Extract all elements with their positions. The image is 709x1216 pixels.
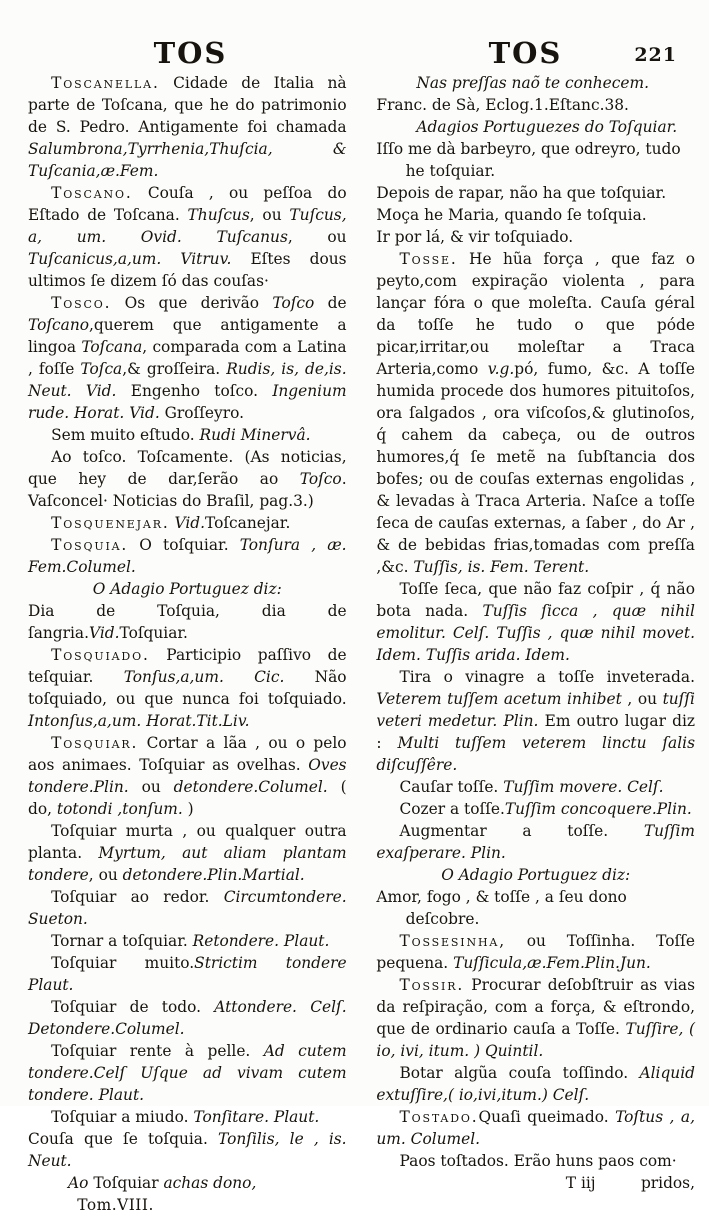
paragraph (28, 72, 347, 182)
headword: Tosquiar. (51, 734, 139, 752)
body-text: Amor, fogo , & toſſe , a ſeu dono deſcobre. (376, 888, 627, 928)
body-text: Toſquiar de todo. (51, 998, 215, 1016)
body-text: , ou (88, 866, 123, 884)
column-left (28, 72, 347, 1216)
body-text: Eſtes dous ultimos ſe dizem ſó das couſas· (28, 250, 347, 290)
latin-italic-text: Ingenium rude. Horat. Vid. (28, 382, 347, 422)
body-text: pó, fumo, &c. A toſſe humida procede dos humores pituitoſos, ora ſalgados , ora viſcoſos,& glutinoſos, q́ cahem da cabeça, ou de outros humores,q́ ſe metẽ na ſubſtancia dos bofes; ou de couſas externas engolidas , & levadas à Traca Arteria. Naſce a toſſe ſeca de cauſas externas, a ſaber , do Ar , & de bebidas frias,tomadas com preſſa ,&c. (376, 360, 695, 576)
body-text: Tira o vinagre a toſſe inveterada. (399, 668, 695, 686)
body-text: de (314, 294, 347, 312)
body-text: He hũa força , que faz o peyto,com expiração violenta , para lançar fóra o que moleſta. Cauſa géral da toſſe he tudo o que póde picar,irritar,ou moleſtar a Traca Arteria,como (376, 250, 695, 378)
body-text: Toſquiar a miudo. (51, 1108, 194, 1126)
paragraph (376, 182, 695, 204)
latin-italic-text: Retondere. Plaut. (192, 932, 330, 950)
column-gap (357, 72, 367, 1216)
body-text: Toſquiar muito. (51, 954, 195, 972)
latin-italic-text: Tuſſis, is. Fem. Terent. (413, 558, 590, 576)
paragraph (376, 776, 695, 798)
latin-italic-text: Toſtus , a, um. Columel. (376, 1108, 695, 1148)
paragraph (376, 820, 695, 864)
headword: Tosco. (51, 294, 112, 312)
body-text: Iſſo me dà barbeyro, que odreyro, tudo he toſquiar. (376, 140, 681, 180)
latin-italic-text: Tuſſis ſicca , quæ nihil emolitur. Celſ. Tuſſis , quæ nihil movet. Idem. Tuſſis arida. Idem. (376, 602, 695, 664)
body-text: , ou (287, 228, 347, 246)
paragraph (376, 204, 695, 226)
paragraph (376, 798, 695, 820)
paragraph (28, 930, 347, 952)
body-text: ou (128, 778, 174, 796)
latin-italic-text: Circumtondere. Sueton. (28, 888, 347, 928)
latin-italic-text: Veterem tuſſem acetum inhibet (376, 690, 622, 708)
body-text: Dia de Toſquia, dia de ſangria. (28, 602, 347, 642)
paragraph (376, 116, 695, 138)
latin-italic-text: Toſco (299, 470, 342, 488)
latin-italic-text: Strictim tondere Plaut. (28, 954, 347, 994)
running-title-left: TOS (153, 36, 228, 70)
body-text: , ou (249, 206, 290, 224)
latin-italic-text: Rudi Minervâ. (199, 426, 311, 444)
latin-italic-text: Toſco (272, 294, 315, 312)
latin-italic-text: Tonſilis, le , is. Neut. (28, 1130, 347, 1170)
body-text: Botar algũa couſa toſſindo. (399, 1064, 640, 1082)
paragraph (376, 248, 695, 578)
latin-italic-text: Attondere. Celſ. Detondere.Columel. (28, 998, 347, 1038)
paragraph (376, 1150, 695, 1172)
paragraph (376, 864, 695, 886)
running-title-right: TOS (488, 36, 563, 70)
body-text: Toſquiar ao redor. (51, 888, 224, 906)
body-text: Couſa , ou peſſoa do Eſtado de Toſcana. (28, 184, 347, 224)
body-text: Toſquiar rente à pelle. (51, 1042, 264, 1060)
running-title-left-cell (28, 0, 353, 70)
body-text: Toſquiar. (119, 624, 188, 642)
headword: Tosquenejar. (51, 514, 170, 532)
paragraph (376, 94, 695, 116)
latin-italic-text: Tuſcus, a, um. Ovid. Tuſcanus (28, 206, 347, 246)
body-text: Tom.VIII. (77, 1196, 154, 1214)
body-text: Cidade de Italia nà parte de Toſcana, que he do patrimonio de S. Pedro. Antigamente foi chamada (28, 74, 347, 136)
paragraph (376, 138, 695, 182)
paragraph (28, 292, 347, 424)
body-text: O toſquiar. (128, 536, 240, 554)
paragraph (28, 1106, 347, 1128)
body-text: Toſſe ſeca, que não faz coſpir , q́ não bota nada. (376, 580, 695, 620)
latin-italic-text: detondere.Plin.Martial. (122, 866, 305, 884)
paragraph (28, 578, 347, 600)
paragraph (376, 886, 695, 930)
body-text: Os que derivão (111, 294, 273, 312)
headword: Tosquiado. (51, 646, 150, 664)
headword: Toscanella. (51, 74, 160, 92)
column-gap (353, 0, 363, 70)
latin-italic-text: achas dono, (163, 1174, 257, 1192)
latin-italic-text: Adagios Portuguezes do Toſquiar. (416, 118, 678, 136)
column-right (376, 72, 695, 1216)
body-text: Cauſar toſſe. (399, 778, 504, 796)
latin-italic-text: Vid. (174, 514, 206, 532)
page-content (0, 70, 709, 1216)
gathering-signature: T iij (565, 1174, 596, 1192)
body-text: Tornar a toſquiar. (51, 932, 193, 950)
body-text: Paos toſtados. Erão huns paos com· (399, 1152, 677, 1170)
body-text: ,& groſſeira. (122, 360, 227, 378)
latin-italic-text: Tuſcanicus,a,um. Vitruv. (28, 250, 232, 268)
body-text: Groſſeyro. (159, 404, 244, 422)
paragraph (28, 886, 347, 930)
page-number: 221 (634, 44, 677, 66)
latin-italic-text: Thuſcus (187, 206, 250, 224)
latin-italic-text: Oves tondere.Plin. (28, 756, 347, 796)
latin-italic-text: Tonſitare. Plaut. (193, 1108, 320, 1126)
paragraph (376, 930, 695, 974)
signature-catchword-row (376, 1172, 695, 1194)
paragraph (28, 424, 347, 446)
latin-italic-text: Tuſſim concoquere.Plin. (504, 800, 692, 818)
body-text: ) (182, 800, 194, 818)
paragraph (28, 952, 347, 996)
paragraph (28, 534, 347, 578)
paragraph (28, 446, 347, 512)
body-text: Sem muito eſtudo. (51, 426, 200, 444)
paragraph (28, 1040, 347, 1106)
latin-italic-text: Intonſus,a,um. Horat.Tit.Liv. (28, 712, 250, 730)
latin-italic-text: O Adagio Portuguez diz: (441, 866, 631, 884)
latin-italic-text: Tuſſim exaſperare. Plin. (376, 822, 695, 862)
headword: Tosquia. (51, 536, 129, 554)
body-text: Quaſi queimado. (478, 1108, 616, 1126)
latin-italic-text: tuſſi veteri medetur. Plin. (376, 690, 695, 730)
paragraph (28, 1128, 347, 1172)
headword: Tostado. (399, 1108, 479, 1126)
body-text: Cortar a lãa , ou o pelo aos animaes. Toſquiar as ovelhas. (28, 734, 347, 774)
latin-italic-text: Toſcana (81, 338, 143, 356)
body-text: Não toſquiado, ou que nunca foi toſquiado. (28, 668, 347, 708)
body-text: Ao toſco. Toſcamente. (As noticias, que hey de dar,ſerão ao (28, 448, 347, 488)
latin-italic-text: Ao (68, 1174, 94, 1192)
paragraph (376, 578, 695, 666)
latin-italic-text: Aliquid extuſſire,( io,ivi,itum.) Celſ. (376, 1064, 695, 1104)
body-text: Procurar deſobſtruir as vias da reſpiração, com a força, & eſtrondo, que de ordinario cauſa a Toſſe. (376, 976, 695, 1038)
latin-italic-text: v.g. (487, 360, 515, 378)
body-text: . Vaſconcel· Noticias do Braſil, pag.3.) (28, 470, 347, 510)
body-text: Toſquiar murta , ou qualquer outra planta. (28, 822, 347, 862)
paragraph (28, 1172, 347, 1194)
body-text: Toſquiar (93, 1174, 164, 1192)
headword: Tosse. (399, 250, 458, 268)
latin-italic-text: Tonſura , æ. Fem.Columel. (28, 536, 347, 576)
paragraph (28, 512, 347, 534)
spacer (376, 1172, 475, 1194)
paragraph (376, 72, 695, 94)
body-text: Ir por lá, & vir toſquiado. (376, 228, 574, 246)
body-text: Couſa que ſe toſquia. (28, 1130, 218, 1148)
body-text: ou Toſſinha. Toſſe pequena. (376, 932, 695, 972)
paragraph (28, 600, 347, 644)
latin-italic-text: O Adagio Portuguez diz: (92, 580, 282, 598)
latin-italic-text: Toſca (80, 360, 123, 378)
body-text: ,querem que antigamente a lingoa (28, 316, 347, 356)
paragraph (376, 974, 695, 1062)
body-text: Augmentar a toſſe. (399, 822, 644, 840)
latin-italic-text: Myrtum, aut aliam plantam tondere (28, 844, 347, 884)
paragraph (376, 666, 695, 776)
latin-italic-text: Tuſſicula,æ.Fem.Plin.Jun. (453, 954, 651, 972)
latin-italic-text: Vid. (88, 624, 120, 642)
latin-italic-text: Tuſſire, ( io, ivi, itum. ) Quintil. (376, 1020, 695, 1060)
latin-italic-text: Rudis, is, de,is. Neut. Vid. (28, 360, 347, 400)
body-text: Toſcanejar. (205, 514, 291, 532)
body-text: Participio paſſivo de teſquiar. (28, 646, 347, 686)
body-text: Moça he Maria, quando ſe toſquia. (376, 206, 647, 224)
latin-italic-text: Toſcano (28, 316, 90, 334)
latin-italic-text: Ad cutem tondere.Celſ Uſque ad vivam cutem tondere. Plaut. (28, 1042, 347, 1104)
paragraph (28, 644, 347, 732)
headword: Toscano. (51, 184, 133, 202)
body-text: Depois de rapar, não ha que toſquiar. (376, 184, 667, 202)
headword: Tossir. (399, 976, 465, 994)
body-text: Franc. de Sà, Eclog.1.Eſtanc.38. (376, 96, 629, 114)
body-text: , ou (621, 690, 663, 708)
paragraph (28, 996, 347, 1040)
body-text: Engenho toſco. (116, 382, 273, 400)
running-head (0, 0, 709, 70)
latin-italic-text: Tonſus,a,um. Cic. (123, 668, 285, 686)
paragraph (376, 1106, 695, 1150)
latin-italic-text: Salumbrona,Tyrrhenia,Thuſcia, & Tuſcania,æ.Fem. (28, 140, 347, 180)
body-text: Em outro lugar diz : (376, 712, 695, 752)
body-text: ( do, (28, 778, 347, 818)
headword: Tossesinha, (399, 932, 506, 950)
latin-italic-text: Tuſſim movere. Celſ. (503, 778, 664, 796)
paragraph (376, 226, 695, 248)
latin-italic-text: detondere.Columel. (173, 778, 328, 796)
latin-italic-text: Nas preſſas naõ te conhecem. (416, 74, 649, 92)
paragraph (28, 820, 347, 886)
body-text: , comparada com a Latina , foſſe (28, 338, 347, 378)
latin-italic-text: Multi tuſſem veterem linctu ſalis diſcuſſêre. (376, 734, 695, 774)
paragraph (376, 1062, 695, 1106)
paragraph (28, 1194, 347, 1216)
paragraph (28, 732, 347, 820)
body-text: Cozer a toſſe. (399, 800, 505, 818)
latin-italic-text: totondi ,tonſum. (56, 800, 183, 818)
paragraph (28, 182, 347, 292)
catchword: pridos, (640, 1174, 695, 1192)
